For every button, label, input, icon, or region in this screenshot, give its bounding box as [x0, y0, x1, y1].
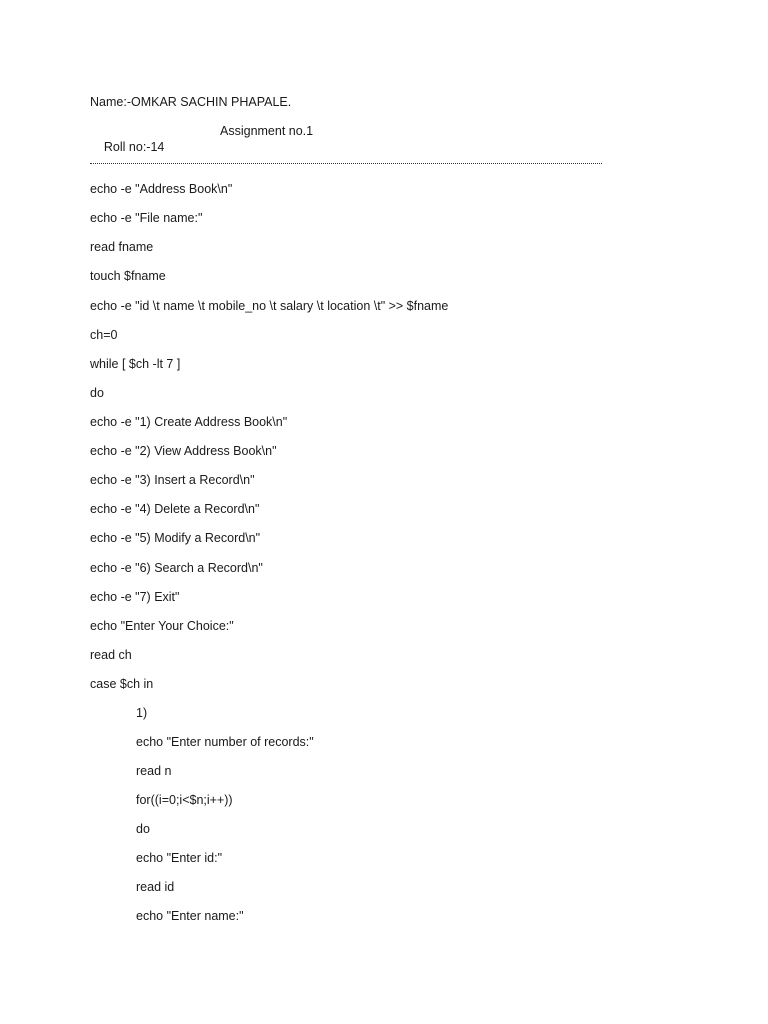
code-line: echo -e "2) View Address Book\n" — [90, 444, 277, 458]
code-line: read fname — [90, 240, 154, 254]
code-line: echo -e "7) Exit" — [90, 590, 180, 604]
student-name: Name:-OMKAR SACHIN PHAPALE. — [90, 95, 292, 109]
code-line: echo "Enter id:" — [136, 851, 223, 865]
code-line: echo -e "3) Insert a Record\n" — [90, 473, 255, 487]
code-line: echo "Enter number of records:" — [136, 735, 314, 749]
roll-assignment-row — [90, 123, 490, 187]
code-line: read ch — [90, 648, 132, 662]
assignment-number: Assignment no.1 — [220, 124, 314, 138]
code-line: while [ $ch -lt 7 ] — [90, 357, 181, 371]
code-line: echo "Enter name:" — [136, 909, 244, 923]
code-line: echo -e "5) Modify a Record\n" — [90, 531, 261, 545]
code-line: echo -e "File name:" — [90, 211, 203, 225]
code-line: touch $fname — [90, 269, 166, 283]
code-line: echo -e "6) Search a Record\n" — [90, 561, 263, 575]
code-line: read id — [136, 880, 175, 894]
code-line: echo -e "id \t name \t mobile_no \t salary \t location \t" >> $fname — [90, 299, 449, 313]
code-line: read n — [136, 764, 172, 778]
code-line: ch=0 — [90, 328, 118, 342]
code-line: for((i=0;i<$n;i++)) — [136, 793, 233, 807]
code-line: echo -e "4) Delete a Record\n" — [90, 502, 260, 516]
code-line: do — [90, 386, 104, 400]
code-line: do — [136, 822, 150, 836]
code-line: 1) — [136, 706, 148, 720]
code-line: case $ch in — [90, 677, 154, 691]
dotted-separator — [90, 163, 602, 164]
code-line: echo -e "Address Book\n" — [90, 182, 233, 196]
code-line: echo -e "1) Create Address Book\n" — [90, 415, 288, 429]
code-line: echo "Enter Your Choice:" — [90, 619, 234, 633]
roll-number: Roll no:-14 — [103, 140, 165, 154]
